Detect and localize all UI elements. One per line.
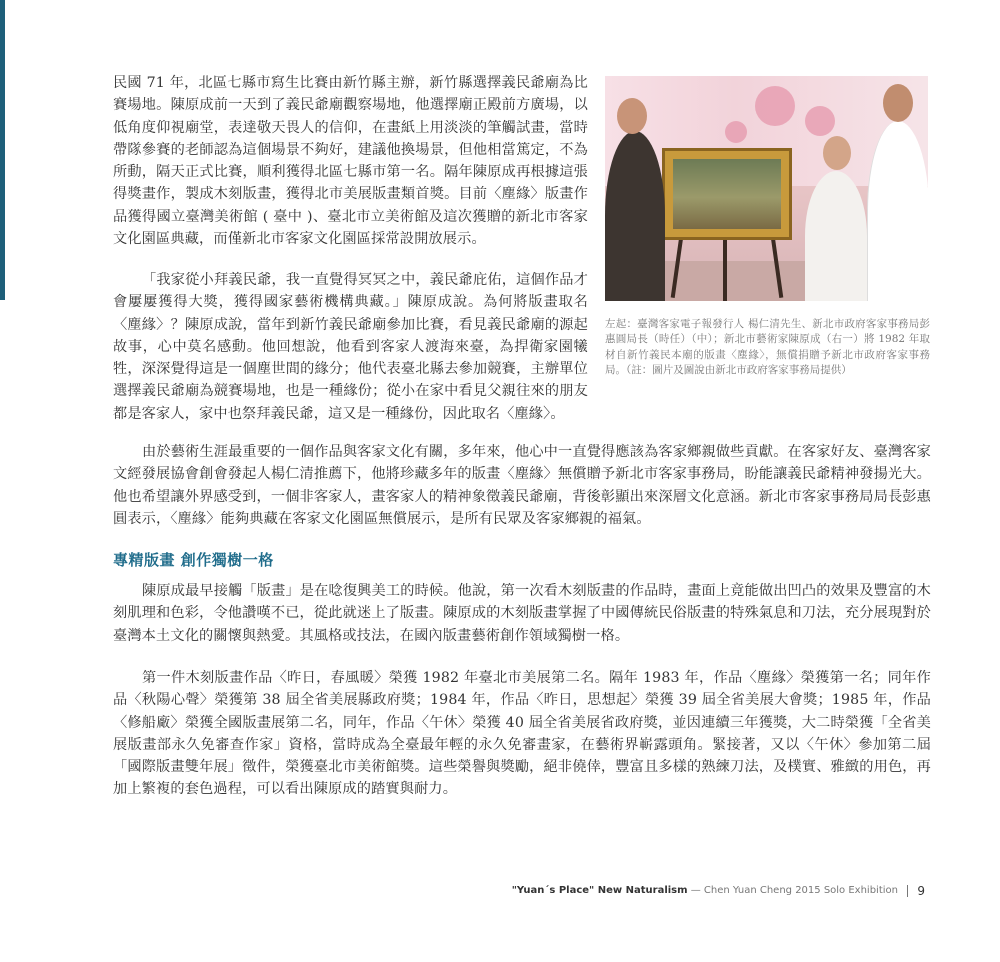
person-center-head: [823, 136, 851, 170]
body-paragraph-5: 第一件木刻版畫作品〈昨日，春風暖〉榮獲 1982 年臺北市美展第二名。隔年 1983 年，作品〈塵緣〉榮獲第一名；同年作品〈秋陽心聲〉榮獲第 38 屆全省美展縣政府獎；1984 年，作品〈昨日，思想起〉榮獲 39 屆全省美展大會獎；1985 年，作品〈修船廠〉榮獲全國版畫展第二名，同年，作品〈午休〉榮獲 40 屆全省美展省政府獎，並因連續三年獲獎，大二時榮獲「全省美展版畫部永久免審查作家」資格，當時成為全臺最年輕的永久免審畫家，在藝術界嶄露頭角。緊接著，又以〈午休〉參加第二屆「國際版畫雙年展」徵件，榮獲臺北市美術館獎。這些榮譽與獎勵，絕非僥倖，豐富且多樣的熟練刀法，及樸實、雅緻的用色，再加上繁複的套色過程，可以看出陳原成的踏實與耐力。: [113, 670, 931, 798]
page-number: 9: [917, 884, 925, 898]
footer-title: "Yuan´s Place" New Naturalism: [511, 885, 688, 896]
photo-flower-decoration: [805, 106, 835, 136]
photo-flower-decoration: [725, 121, 747, 143]
photo-easel-leg: [723, 236, 727, 301]
photo-flower-decoration: [755, 86, 795, 126]
footer-label: [512, 884, 898, 898]
body-paragraph-4: 陳原成最早接觸「版畫」是在唸復興美工的時候。他說，第一次看木刻版畫的作品時，畫面上竟能做出凹凸的效果及豐富的木刻肌理和色彩，令他讚嘆不已，從此就迷上了版畫。陳原成的木刻版畫掌握了中國傳統民俗版畫的特殊氣息和刀法，充分展現對於臺灣本土文化的關懷與熱愛。其風格或技法，在國內版畫藝術創作領域獨樹一格。: [113, 583, 931, 644]
side-accent-bar: [0, 0, 5, 300]
person-left-head: [617, 98, 647, 134]
page-footer: [511, 884, 930, 898]
person-center: [805, 171, 867, 301]
body-paragraph-3: 由於藝術生涯最重要的一個作品與客家文化有關，多年來，他心中一直覺得應該為客家鄉親做些貢獻。在客家好友、臺灣客家文經發展協會創會發起人楊仁清推薦下，他將珍藏多年的版畫〈塵緣〉無償贈予新北市客家事務局，盼能讓義民爺精神發揚光大。他也希望讓外界感受到，一個非客家人，畫客家人的精神象徵義民爺廟，背後彰顯出來深層文化意涵。新北市客家事務局局長彭惠圓表示，〈塵緣〉能夠典藏在客家文化園區無償展示，是所有民眾及客家鄉親的福氣。: [113, 444, 931, 527]
event-photo: [605, 76, 928, 301]
body-paragraph-1: 民國 71 年，北區七縣市寫生比賽由新竹縣主辦，新竹縣選擇義民爺廟為比賽場地。陳原成前一天到了義民爺廟觀察場地，他選擇廟正殿前方廣場，以低角度仰視廟堂，表達敬天畏人的信仰，在畫紙上用淡淡的筆觸試畫，當時帶隊參賽的老師認為這個場景不夠好，建議他換場景，但他相當篤定，不為所動，隔天正式比賽，順利獲得北區七縣市第一名。隔年陳原成再根據這張得獎畫作，製成木刻版畫，獲得北市美展版畫類首獎。目前〈塵緣〉版畫作品獲得國立臺灣美術館 ( 臺中 )、臺北市立美術館及這次獲贈的新北市客家文化園區典藏，而僅新北市客家文化園區採常設開放展示。: [113, 75, 588, 248]
footer-divider: [907, 885, 908, 897]
print-image: [673, 159, 781, 229]
person-right-head: [883, 84, 913, 122]
person-left: [605, 131, 665, 301]
framed-print: [662, 148, 792, 240]
footer-subtitle: — Chen Yuan Cheng 2015 Solo Exhibition: [687, 885, 898, 896]
photo-caption: 左起：臺灣客家電子報發行人 楊仁清先生、新北市政府客家事務局彭惠圓局長（時任）（中）；新北市藝術家陳原成（右一）將 1982 年取材自新竹義民本廟的版畫〈塵緣〉，無償捐贈予新北市政府客家事務局。（註：圖片及圖說由新北市政府客家事務局提供）: [605, 318, 930, 377]
section-heading: 專精版畫 創作獨樹一格: [113, 551, 274, 569]
body-paragraph-2: 「我家從小拜義民爺，我一直覺得冥冥之中，義民爺庇佑，這個作品才會屢屢獲得大獎，獲得國家藝術機構典藏。」陳原成說。為何將版畫取名〈塵緣〉？陳原成說，當年到新竹義民爺廟參加比賽，看見義民爺廟的源起故事，心中莫名感動。他回想說，他看到客家人渡海來臺，為捍衛家園犧牲，深深覺得這是一個塵世間的緣分；他代表臺北縣去參加競賽，主辦單位選擇義民爺廟為競賽場地，也是一種緣份；從小在家中看見父親往來的朋友都是客家人，家中也祭拜義民爺，這又是一種緣份，因此取名〈塵緣〉。: [113, 272, 588, 422]
person-right: [867, 121, 928, 301]
